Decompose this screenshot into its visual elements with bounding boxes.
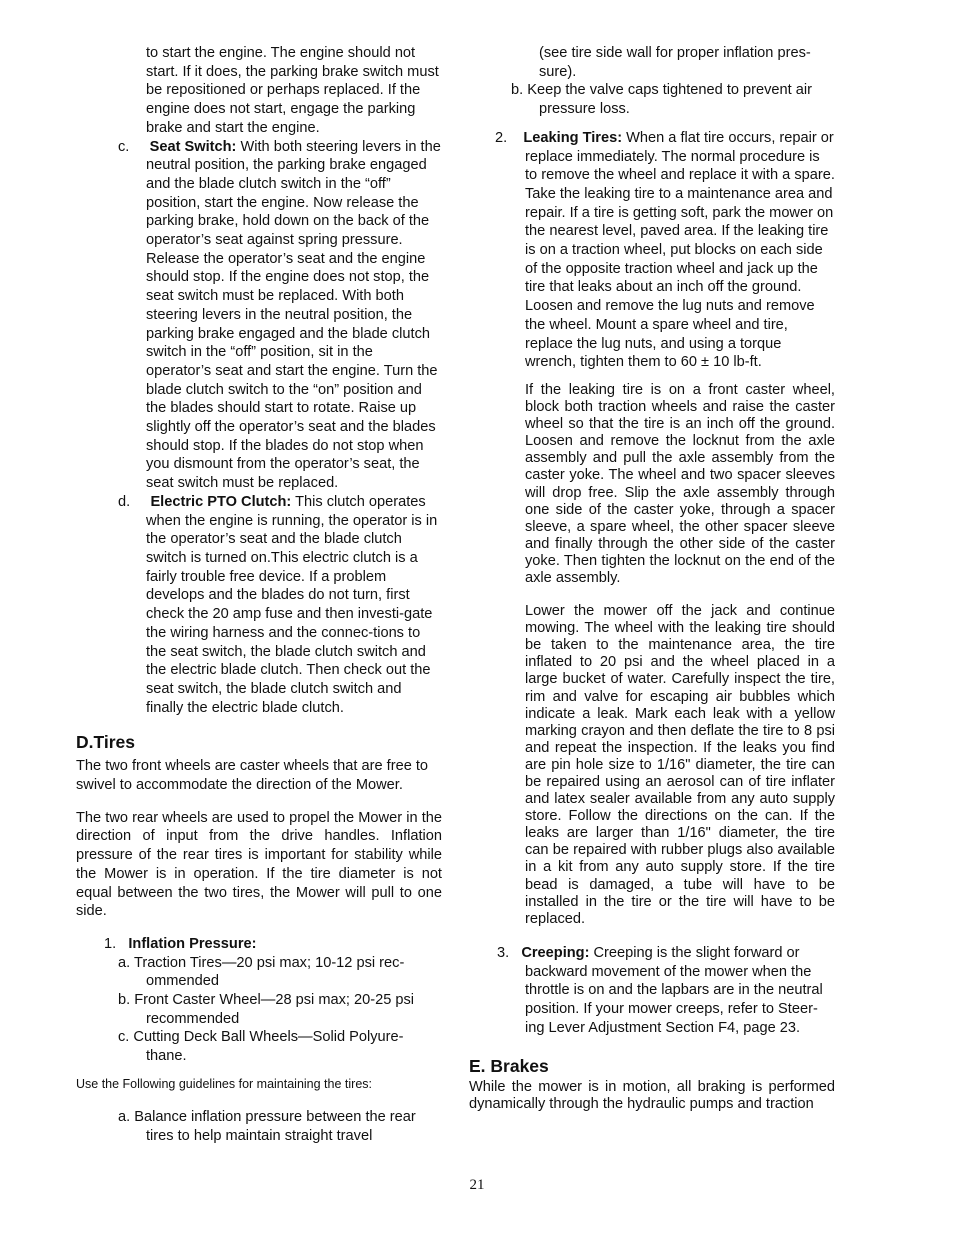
item-c-text: With both steering levers in the neutral position, the parking brake engaged and the blade clutch switch in the “off” position, start the engine. Now release the parking brake, hold down on the back of the operator’s seat against spring pressure. Release the operator’s seat and the engine should stop. If the engine does not stop, the seat switch must be replaced. With both steering levers in the neutral position, the parking brake engaged and the blade clutch switch in the “off” position, sit in the operator’s seat and start the engine. Turn the blade clutch switch to the “on” position and the blades should start to rotate. Raise up slightly off the operator’s seat and the blades should stop. If the blades do not stop when you dismount from the operator’s seat, the seat switch must be replaced. — [146, 138, 441, 492]
tires-paragraph-2: The two rear wheels are used to propel the Mower in the direction of input from the drive handles. Inflation pressure of the rear tires is important for stability while the Mower is in operation. If the tire diameter is not equal between the two tires, the Mower will pull to one side. — [76, 809, 442, 920]
page-number: 21 — [469, 1177, 485, 1193]
right-column — [469, 44, 835, 1114]
left-column — [76, 44, 442, 1145]
item-2-paragraph-2: If the leaking tire is on a front caster wheel, block both traction wheels and raise the caster wheel so that the tire is an inch off the ground. Loosen and remove the locknut from the axle assembly and pull the axle assembly from the caster yoke. The wheel and two spacer sleeves will drop free. Slip the axle assembly through one side of the caster yoke, through a spacer sleeve, a spare wheel, the other spacer sleeve and finally through the other side of the caster yoke. Then tighten the locknut on the end of the axle assembly. — [525, 381, 835, 586]
item-2-text: When a flat tire occurs, repair or replace immediately. The normal procedure is to remove the wheel and replace it with a spare. Take the leaking tire to a maintenance area and repair. If a tire is getting soft, park the mower on the nearest level, paved area. If the leaking tire is on a traction wheel, put blocks on each side of the opposite traction wheel and jack up the tire that leaks about an inch off the ground. Loosen and remove the lug nuts and remove the wheel. Mount a spare wheel and tire, replace the lug nuts, and using a torque wrench, tighten them to 60 ± 10 lb-ft. — [525, 129, 835, 371]
item-1a: a. Traction Tires—20 psi max; 10-12 psi rec-ommended — [118, 954, 405, 990]
item-c-seat-switch — [76, 138, 442, 493]
item-1b: b. Front Caster Wheel—28 psi max; 20-25 psi recommended — [118, 992, 415, 1027]
item-1-title: Inflation Pressure: — [128, 935, 257, 952]
brakes-paragraph-1: While the mower is in motion, all braking is performed dynamically through the hydraulic pumps and traction — [469, 1079, 835, 1113]
item-d-text: This clutch operates when the engine is running, the operator is in the operator’s seat and the blade clutch switch is turned on.This electric clutch is a fairly trouble free device. If a problem develops and the blades do not turn, first check the 20 amp fuse and then investi-gate the wiring harness and the connec-tions to the seat switch, the blade clutch switch and the electric blade clutch. Then check out the seat switch, the blade clutch switch and finally the electric blade clutch. — [146, 493, 438, 716]
item-3-text: Creeping is the slight forward or backward movement of the mower when the throttle is on and the lapbars are in the neutral position. If your mower creeps, refer to Steer-ing Lever Adjustment Section F4, page 23. — [525, 944, 823, 1036]
item-2-marker: 2. — [495, 129, 508, 146]
item-d-marker: d. — [118, 493, 131, 510]
item-3-creeping — [469, 944, 835, 1038]
brakes-heading: E. Brakes — [469, 1056, 549, 1077]
guideline-a-continuation: (see tire side wall for proper inflation pres-sure). — [539, 45, 811, 80]
item-1c: c. Cutting Deck Ball Wheels—Solid Polyure-thane. — [118, 1029, 404, 1065]
tires-paragraph-1: The two front wheels are caster wheels that are free to swivel to accommodate the direction of the Mower. — [76, 758, 429, 794]
item-2-leaking-tires — [469, 129, 835, 372]
guidelines-note: Use the Following guidelines for maintaining the tires: — [76, 1076, 372, 1091]
item-2-title: Leaking Tires: — [523, 129, 623, 146]
item-c-marker: c. — [118, 138, 130, 155]
item-3-title: Creeping: — [521, 944, 590, 961]
item-d-pto-clutch — [76, 493, 442, 717]
item-c-title: Seat Switch: — [149, 138, 237, 155]
item-2-paragraph-3: Lower the mower off the jack and continue mowing. The wheel with the leaking tire should be taken to the maintenance area, the tire inflated to 20 psi and the wheel placed in a large bucket of water. Carefully inspect the tire, rim and valve for escaping air bubbles which indicate a leak. Mark each leak with a yellow marking crayon and then deflate the tire to 8 psi and repeat the inspection. If the leaks you find are pin hole size to 1/16" diameter, the tire can be repaired using an aerosol can of tire inflater and latex sealer available from any auto supply store. Follow the directions on the can. If the leaks are larger than 1/16" diameter, the tire can be repaired with rubber plugs also available in a kit from any auto supply store. If the tire bead is damaged, a tube will have to be installed in the tire or the tire will have to be replaced. — [525, 603, 835, 927]
item-b-continuation: to start the engine. The engine should not start. If it does, the parking brake switch must be repositioned or perhaps replaced. If the engine does not start, engage the parking brake and start the engine. — [146, 45, 439, 136]
tires-heading: D.Tires — [76, 732, 136, 753]
item-1-marker: 1. — [104, 935, 117, 952]
guideline-a: a. Balance inflation pressure between the rear tires to help maintain straight travel — [118, 1108, 416, 1144]
guideline-b: b. Keep the valve caps tightened to prevent air pressure loss. — [511, 82, 812, 118]
item-d-title: Electric PTO Clutch: — [150, 493, 292, 510]
item-3-marker: 3. — [497, 944, 510, 961]
item-1-inflation — [76, 935, 442, 954]
